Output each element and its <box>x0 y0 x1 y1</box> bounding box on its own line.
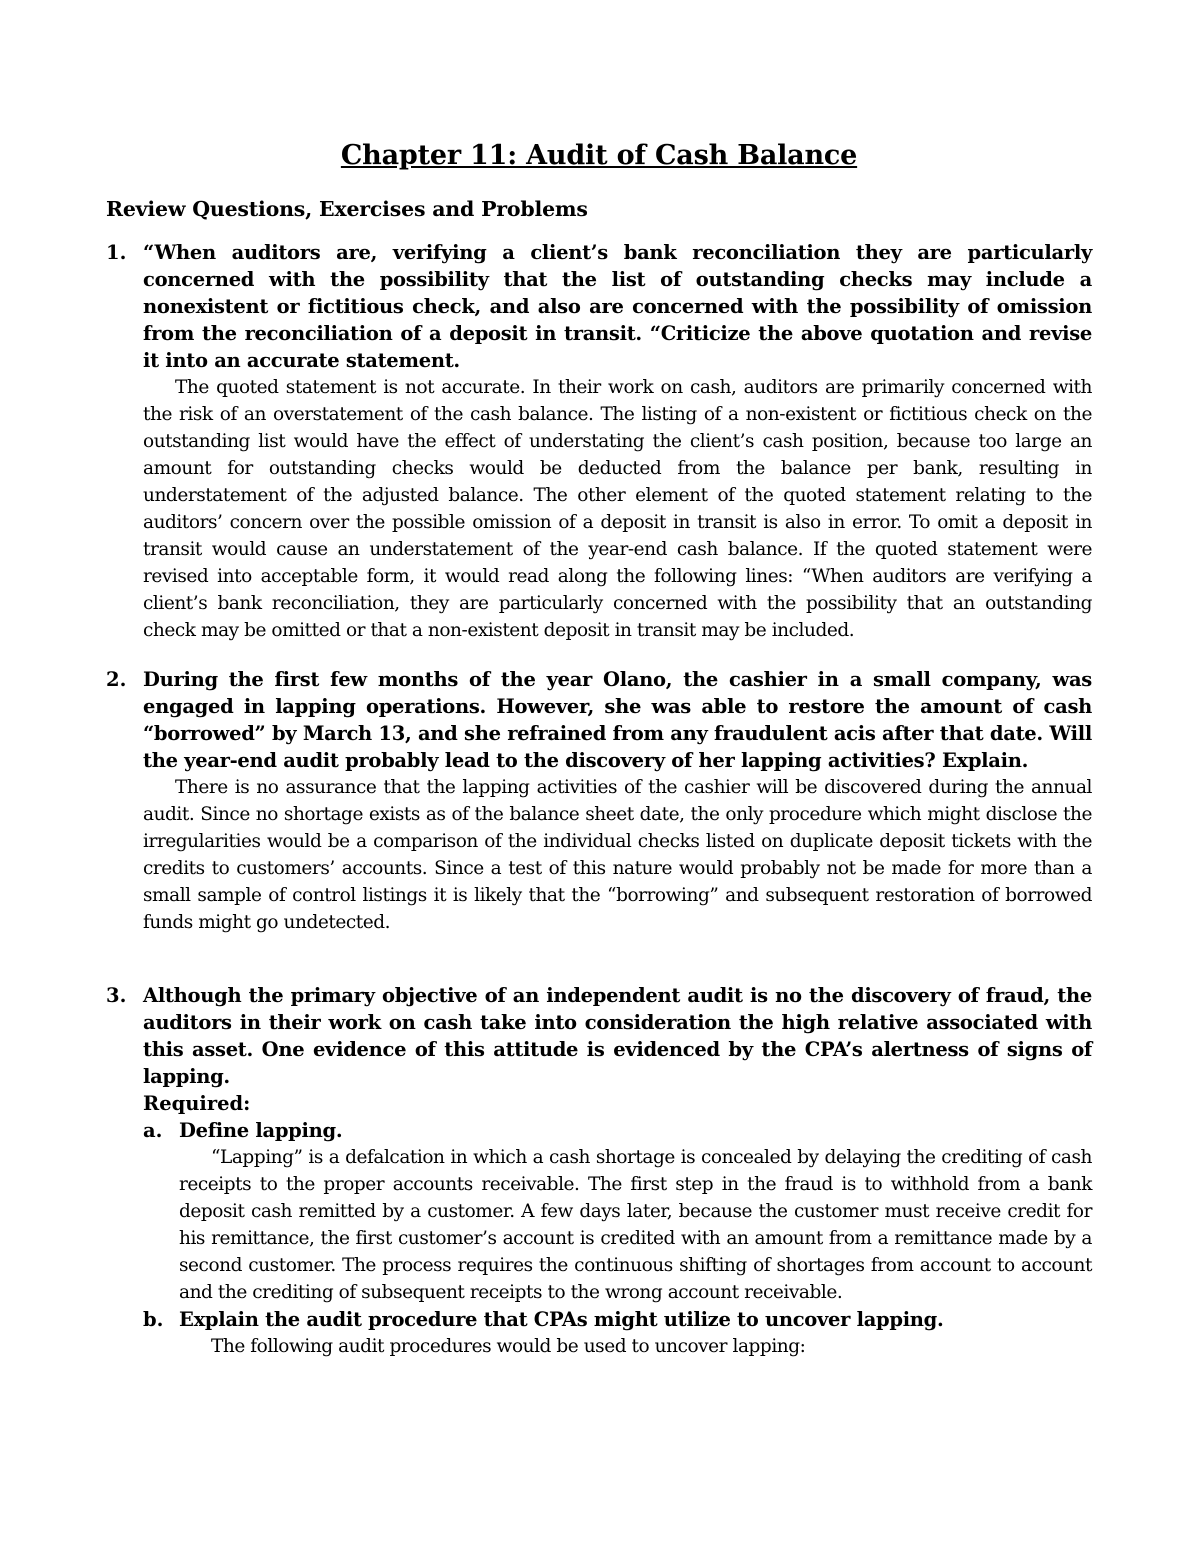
question-number: 1. <box>106 241 127 264</box>
sub-question-a <box>143 1117 1092 1306</box>
question-text: During the first few months of the year Olano, the cashier in a small company, was engaged in lapping operations. However, she was able to restore the amount of cash “borrowed” by March 13, and she refrained from any fraudulent acis after that date. Will the year-end audit probably lead to the discovery of her lapping activities? Explain. <box>143 668 1092 772</box>
question-3 <box>106 982 1092 1360</box>
sub-question-b <box>143 1306 1092 1360</box>
answer-text: The following audit procedures would be used to uncover lapping: <box>211 1336 806 1357</box>
sub-question-text: Explain the audit procedure that CPAs might utilize to uncover lapping. <box>179 1308 944 1331</box>
sub-question-letter: b. <box>143 1308 164 1331</box>
document-page <box>106 140 1092 1360</box>
question-body <box>143 239 1092 644</box>
sub-question-body <box>179 1306 1092 1360</box>
question-1 <box>106 239 1092 644</box>
page-title: Chapter 11: Audit of Cash Balance <box>340 140 858 171</box>
sub-question-body <box>179 1117 1092 1306</box>
section-subtitle: Review Questions, Exercises and Problems <box>106 197 588 221</box>
answer-text: There is no assurance that the lapping activities of the cashier will be discovered during the annual audit. Since no shortage exists as of the balance sheet date, the only procedure which might disclose the irregularities would be a comparison of the individual checks listed on duplicate deposit tickets with the credits to customers’ accounts. Since a test of this nature would probably not be made for more than a small sample of control listings it is likely that the “borrowing” and subsequent restoration of borrowed funds might go undetected. <box>143 777 1092 933</box>
question-2 <box>106 666 1092 936</box>
question-number: 2. <box>106 668 127 691</box>
question-text: “When auditors are, verifying a client’s bank reconciliation they are particularly concerned with the possibility that the list of outstanding checks may include a nonexistent or fictitious check, and also are concerned with the possibility of omission from the reconciliation of a deposit in transit. “Criticize the above quotation and revise it into an accurate statement. <box>143 241 1092 372</box>
required-label: Required: <box>143 1092 251 1115</box>
sub-question-text: Define lapping. <box>179 1119 343 1142</box>
answer-text: The quoted statement is not accurate. In their work on cash, auditors are primarily concerned with the risk of an overstatement of the cash balance. The listing of a non-existent or fictitious check on the outstanding list would have the effect of understating the client’s cash position, because too large an amount for outstanding checks would be deducted from the balance per bank, resulting in understatement of the adjusted balance. The other element of the quoted statement relating to the auditors’ concern over the possible omission of a deposit in transit is also in error. To omit a deposit in transit would cause an understatement of the year-end cash balance. If the quoted statement were revised into acceptable form, it would read along the following lines: “When auditors are verifying a client’s bank reconciliation, they are particularly concerned with the possibility that an outstanding check may be omitted or that a non-existent deposit in transit may be included. <box>143 377 1092 641</box>
question-body <box>143 982 1092 1360</box>
question-text: Although the primary objective of an independent audit is no the discovery of fraud, the auditors in their work on cash take into consideration the high relative associated with this asset. One evidence of this attitude is evidenced by the CPA’s alertness of signs of lapping. <box>143 984 1092 1088</box>
answer-text: “Lapping” is a defalcation in which a cash shortage is concealed by delaying the crediting of cash receipts to the proper accounts receivable. The first step in the fraud is to withhold from a bank deposit cash remitted by a customer. A few days later, because the customer must receive credit for his remittance, the first customer’s account is credited with an amount from a remittance made by a second customer. The process requires the continuous shifting of shortages from account to account and the crediting of subsequent receipts to the wrong account receivable. <box>179 1147 1092 1303</box>
question-number: 3. <box>106 984 127 1007</box>
sub-question-letter: a. <box>143 1119 163 1142</box>
question-body <box>143 666 1092 936</box>
